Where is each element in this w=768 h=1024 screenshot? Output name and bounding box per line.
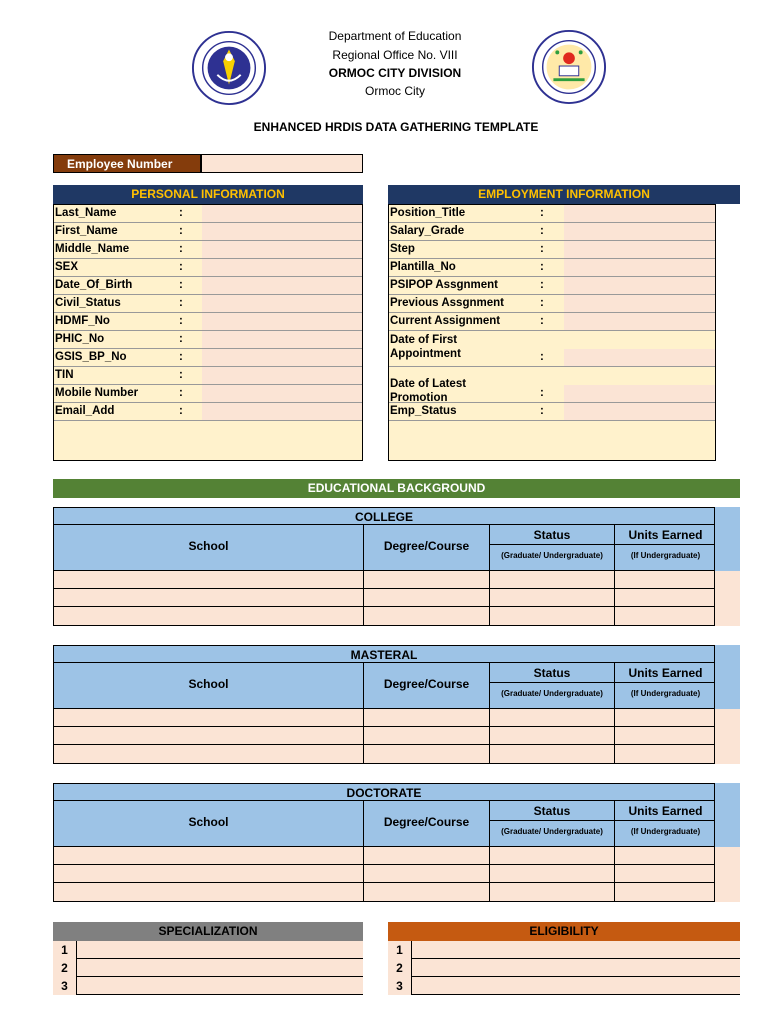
education-rows — [53, 571, 715, 626]
eligibility-field[interactable] — [412, 959, 740, 977]
education-rows — [53, 709, 715, 764]
table-cell[interactable] — [490, 589, 615, 606]
colon-separator: : — [540, 261, 544, 273]
column-label: Units Earned — [628, 804, 703, 818]
table-cell[interactable] — [364, 883, 490, 901]
colon-separator: : — [179, 243, 183, 255]
column-header-school — [54, 525, 364, 570]
specialization-row — [53, 959, 363, 977]
field-value[interactable] — [202, 259, 362, 276]
field-label: Mobile Number — [55, 387, 139, 399]
colon-separator: : — [179, 387, 183, 399]
column-header-units — [615, 525, 716, 570]
colon-separator: : — [540, 243, 544, 255]
table-cell[interactable] — [490, 571, 615, 588]
table-cell[interactable] — [54, 883, 364, 901]
column-header-degree — [364, 801, 490, 846]
employee-number-label: Employee Number — [53, 154, 201, 173]
table-cell[interactable] — [54, 847, 364, 864]
field-label: Date of First Appointment — [390, 334, 461, 360]
colon-separator: : — [179, 333, 183, 345]
employment-row — [389, 241, 715, 259]
personal-row — [54, 403, 362, 421]
column-label: School — [188, 539, 229, 553]
column-label: Status — [533, 528, 571, 542]
table-row — [54, 865, 714, 883]
field-value[interactable] — [202, 277, 362, 294]
eligibility-field[interactable] — [412, 977, 740, 995]
field-value[interactable] — [564, 223, 715, 240]
specialization-field[interactable] — [77, 941, 363, 959]
field-value[interactable] — [564, 259, 715, 276]
row-number: 2 — [53, 959, 77, 977]
specialization-header: SPECIALIZATION — [53, 922, 363, 941]
personal-row — [54, 349, 362, 367]
column-label: Degree/Course — [383, 677, 470, 691]
field-label: Plantilla_No — [390, 261, 456, 273]
employment-row — [389, 259, 715, 277]
specialization-row — [53, 941, 363, 959]
field-label: Date_Of_Birth — [55, 279, 133, 291]
header-extension — [715, 645, 740, 709]
table-cell[interactable] — [615, 745, 716, 763]
column-label: School — [188, 815, 229, 829]
header-line-3: ORMOC CITY DIVISION — [328, 66, 462, 80]
colon-separator: : — [540, 207, 544, 219]
document-title: ENHANCED HRDIS DATA GATHERING TEMPLATE — [253, 120, 539, 134]
colon-separator: : — [540, 387, 544, 399]
table-cell[interactable] — [54, 745, 364, 763]
eligibility-row — [388, 941, 740, 959]
table-cell[interactable] — [364, 847, 490, 864]
colon-separator: : — [179, 261, 183, 273]
employment-row — [389, 403, 715, 421]
row-extension — [715, 709, 740, 764]
column-label: Units Earned — [628, 666, 703, 680]
column-header-units — [615, 801, 716, 846]
table-cell[interactable] — [54, 589, 364, 606]
column-sublabel: (Graduate/ Undergraduate) — [501, 551, 603, 560]
row-number: 3 — [53, 977, 77, 995]
education-college-table — [53, 507, 740, 626]
header-divider — [615, 544, 716, 545]
employment-info-header: EMPLOYMENT INFORMATION — [388, 185, 740, 204]
field-label: TIN — [55, 369, 74, 381]
field-value[interactable] — [202, 205, 362, 222]
field-value[interactable] — [564, 349, 715, 366]
table-cell[interactable] — [490, 607, 615, 625]
field-value[interactable] — [202, 367, 362, 384]
personal-row — [54, 367, 362, 385]
field-label: Civil_Status — [55, 297, 121, 309]
header-line-1: Department of Education — [328, 29, 462, 43]
education-column-headers — [53, 663, 715, 709]
educational-background-header: EDUCATIONAL BACKGROUND — [53, 479, 740, 498]
table-cell[interactable] — [615, 865, 716, 882]
education-column-headers — [53, 801, 715, 847]
table-cell[interactable] — [490, 847, 615, 864]
field-label: PSIPOP Assgnment — [390, 279, 499, 291]
table-cell[interactable] — [490, 709, 615, 726]
colon-separator: : — [540, 225, 544, 237]
field-label: Emp_Status — [390, 405, 457, 417]
column-label: Status — [533, 666, 571, 680]
personal-row — [54, 385, 362, 403]
personal-row — [54, 295, 362, 313]
table-cell[interactable] — [615, 709, 716, 726]
column-sublabel: (If Undergraduate) — [630, 689, 701, 698]
column-header-school — [54, 801, 364, 846]
column-label: Degree/Course — [383, 815, 470, 829]
column-header-school — [54, 663, 364, 708]
header-line-2: Regional Office No. VIII — [332, 48, 458, 62]
personal-row — [54, 223, 362, 241]
education-level-title: MASTERAL — [53, 645, 715, 663]
employment-row — [389, 295, 715, 313]
colon-separator: : — [540, 351, 544, 363]
table-cell[interactable] — [615, 883, 716, 901]
education-level-title: COLLEGE — [53, 507, 715, 525]
table-cell[interactable] — [364, 571, 490, 588]
field-value[interactable] — [564, 277, 715, 294]
column-header-units — [615, 663, 716, 708]
education-masteral-table — [53, 645, 740, 764]
specialization-field[interactable] — [77, 977, 363, 995]
table-cell[interactable] — [490, 865, 615, 882]
table-cell[interactable] — [490, 883, 615, 901]
table-cell[interactable] — [54, 865, 364, 882]
header-divider — [490, 544, 614, 545]
employment-row — [389, 277, 715, 295]
row-extension — [715, 847, 740, 902]
education-column-headers — [53, 525, 715, 571]
employment-row — [389, 205, 715, 223]
field-value[interactable] — [564, 295, 715, 312]
field-label: Date of Latest Promotion — [390, 378, 467, 404]
header-divider — [490, 820, 614, 821]
field-value[interactable] — [564, 241, 715, 258]
column-label: Degree/Course — [383, 539, 470, 553]
table-cell[interactable] — [54, 571, 364, 588]
column-header-degree — [364, 525, 490, 570]
column-label: Status — [533, 804, 571, 818]
colon-separator: : — [179, 369, 183, 381]
table-row — [54, 727, 714, 745]
column-header-status — [490, 663, 615, 708]
table-row — [54, 745, 714, 763]
employment-info-table — [388, 204, 716, 461]
employment-row — [389, 331, 715, 367]
table-cell[interactable] — [490, 745, 615, 763]
table-row — [54, 571, 714, 589]
education-level-title: DOCTORATE — [53, 783, 715, 801]
table-cell[interactable] — [615, 589, 716, 606]
table-cell[interactable] — [490, 727, 615, 744]
field-value[interactable] — [202, 331, 362, 348]
table-cell[interactable] — [364, 745, 490, 763]
column-sublabel: (Graduate/ Undergraduate) — [501, 689, 603, 698]
column-label: School — [188, 677, 229, 691]
field-value[interactable] — [202, 349, 362, 366]
table-cell[interactable] — [364, 865, 490, 882]
column-header-degree — [364, 663, 490, 708]
field-label: First_Name — [55, 225, 118, 237]
column-sublabel: (If Undergraduate) — [630, 551, 701, 560]
personal-row — [54, 241, 362, 259]
field-value[interactable] — [564, 313, 715, 330]
table-cell[interactable] — [364, 709, 490, 726]
field-label: HDMF_No — [55, 315, 110, 327]
table-cell[interactable] — [364, 727, 490, 744]
colon-separator: : — [179, 225, 183, 237]
personal-row — [54, 277, 362, 295]
column-sublabel: (If Undergraduate) — [630, 827, 701, 836]
colon-separator: : — [179, 405, 183, 417]
colon-separator: : — [179, 297, 183, 309]
table-cell[interactable] — [54, 709, 364, 726]
eligibility-row — [388, 959, 740, 977]
field-label: PHIC_No — [55, 333, 105, 345]
personal-row — [54, 313, 362, 331]
education-doctorate-table — [53, 783, 740, 902]
field-label: Middle_Name — [55, 243, 130, 255]
table-cell[interactable] — [615, 847, 716, 864]
row-number: 1 — [388, 941, 412, 959]
table-cell[interactable] — [364, 607, 490, 625]
row-number: 3 — [388, 977, 412, 995]
field-value[interactable] — [202, 223, 362, 240]
field-label: Previous Assgnment — [390, 297, 504, 309]
table-cell[interactable] — [364, 589, 490, 606]
field-value[interactable] — [202, 313, 362, 330]
specialization-field[interactable] — [77, 959, 363, 977]
personal-row — [54, 259, 362, 277]
row-extension — [715, 571, 740, 626]
column-sublabel: (Graduate/ Undergraduate) — [501, 827, 603, 836]
field-value[interactable] — [564, 205, 715, 222]
field-label: Last_Name — [55, 207, 117, 219]
header-divider — [615, 820, 716, 821]
header-divider — [490, 682, 614, 683]
field-label: Salary_Grade — [390, 225, 465, 237]
field-value[interactable] — [202, 385, 362, 402]
column-label: Units Earned — [628, 528, 703, 542]
table-cell[interactable] — [54, 607, 364, 625]
field-value[interactable] — [564, 403, 715, 420]
colon-separator: : — [179, 279, 183, 291]
table-cell[interactable] — [615, 571, 716, 588]
eligibility-row — [388, 977, 740, 995]
eligibility-header: ELIGIBILITY — [388, 922, 740, 941]
personal-info-header: PERSONAL INFORMATION — [53, 185, 363, 204]
personal-info-table — [53, 204, 363, 461]
field-label: Email_Add — [55, 405, 115, 417]
table-row — [54, 709, 714, 727]
field-value[interactable] — [202, 241, 362, 258]
colon-separator: : — [540, 405, 544, 417]
field-value[interactable] — [202, 295, 362, 312]
field-label: Step — [390, 243, 415, 255]
field-value[interactable] — [202, 403, 362, 420]
field-label: Position_Title — [390, 207, 466, 219]
personal-row — [54, 205, 362, 223]
table-cell[interactable] — [54, 727, 364, 744]
employment-row — [389, 223, 715, 241]
employment-row — [389, 313, 715, 331]
field-label: GSIS_BP_No — [55, 351, 127, 363]
field-label: Current Assignment — [390, 315, 501, 327]
colon-separator: : — [179, 351, 183, 363]
employee-number-field[interactable] — [201, 154, 363, 173]
table-row — [54, 589, 714, 607]
colon-separator: : — [179, 207, 183, 219]
education-rows — [53, 847, 715, 902]
colon-separator: : — [540, 297, 544, 309]
header-extension — [715, 783, 740, 847]
eligibility-field[interactable] — [412, 941, 740, 959]
table-row — [54, 847, 714, 865]
table-row — [54, 883, 714, 901]
header-divider — [615, 682, 716, 683]
column-header-status — [490, 801, 615, 846]
column-header-status — [490, 525, 615, 570]
field-value[interactable] — [564, 385, 715, 402]
specialization-row — [53, 977, 363, 995]
header-line-4: Ormoc City — [365, 84, 425, 98]
colon-separator: : — [540, 279, 544, 291]
colon-separator: : — [540, 315, 544, 327]
field-label: SEX — [55, 261, 79, 273]
row-number: 2 — [388, 959, 412, 977]
header-extension — [715, 507, 740, 571]
table-cell[interactable] — [615, 727, 716, 744]
row-number: 1 — [53, 941, 77, 959]
employment-row — [389, 367, 715, 403]
table-cell[interactable] — [615, 607, 716, 625]
colon-separator: : — [179, 315, 183, 327]
personal-row — [54, 331, 362, 349]
table-row — [54, 607, 714, 625]
